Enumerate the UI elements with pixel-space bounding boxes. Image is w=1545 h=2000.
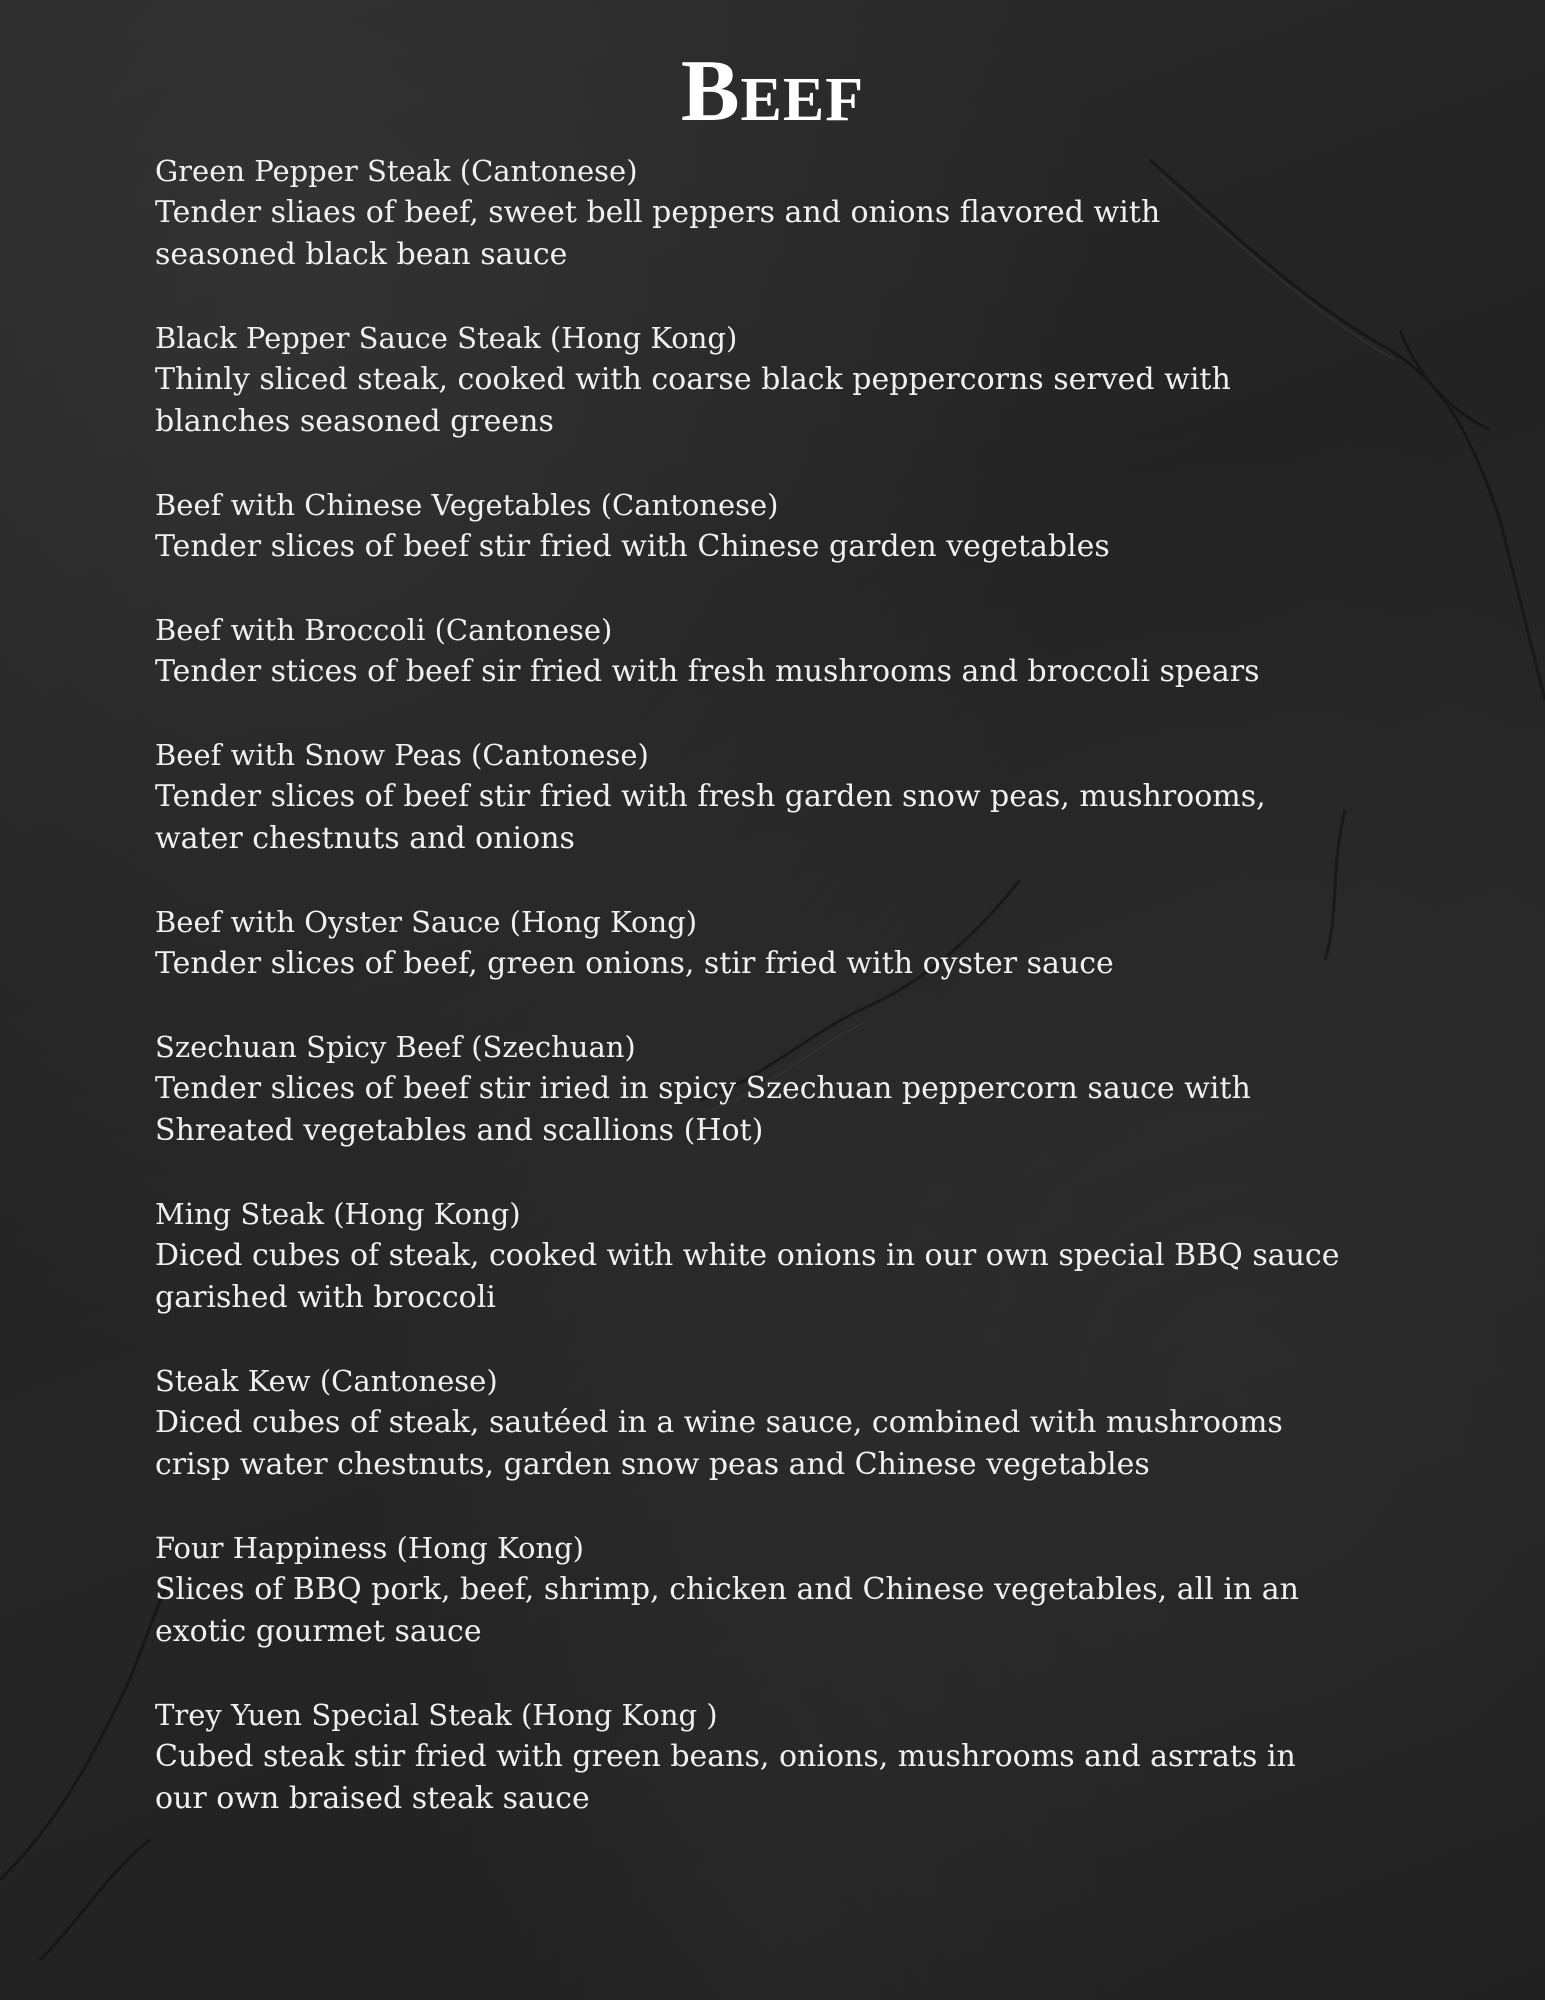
menu-item-name: Green Pepper Steak (Cantonese) <box>155 154 638 188</box>
menu-item-name: Steak Kew (Cantonese) <box>155 1364 498 1398</box>
menu-item-description: Tender slices of beef stir fried with Chinese garden vegetables <box>155 529 1110 564</box>
menu-item-name: Ming Steak (Hong Kong) <box>155 1197 521 1231</box>
menu-item <box>155 1360 1405 1486</box>
menu-item-name: Beef with Chinese Vegetables (Cantonese) <box>155 488 779 522</box>
menu-item-description: Tender slices of beef stir fried with fresh garden snow peas, mushrooms, water chestnuts and onions <box>155 779 1266 856</box>
menu-item-name: Szechuan Spicy Beef (Szechuan) <box>155 1030 636 1064</box>
menu-item-description: Thinly sliced steak, cooked with coarse black peppercorns served with blanches seasoned greens <box>155 362 1231 439</box>
menu-item-description: Tender slices of beef stir iried in spicy Szechuan peppercorn sauce with Shreated vegetables and scallions (Hot) <box>155 1071 1251 1148</box>
menu-item <box>155 1694 1405 1820</box>
menu-item <box>155 1193 1405 1319</box>
menu-item <box>155 1026 1405 1152</box>
menu-item-description: Tender stices of beef sir fried with fresh mushrooms and broccoli spears <box>155 654 1260 689</box>
menu-item <box>155 484 1405 568</box>
menu-item <box>155 1527 1405 1653</box>
menu-item <box>155 150 1405 276</box>
menu-item <box>155 317 1405 443</box>
menu-item-name: Four Happiness (Hong Kong) <box>155 1531 584 1565</box>
menu-item-description: Tender sliaes of beef, sweet bell peppers and onions flavored with seasoned black bean sauce <box>155 195 1161 272</box>
menu-item <box>155 901 1405 985</box>
menu-item-description: Slices of BBQ pork, beef, shrimp, chicken and Chinese vegetables, all in an exotic gourmet sauce <box>155 1572 1299 1649</box>
menu-item-name: Beef with Snow Peas (Cantonese) <box>155 738 649 772</box>
menu-item-name: Beef with Oyster Sauce (Hong Kong) <box>155 905 698 939</box>
menu-item-description: Diced cubes of steak, cooked with white onions in our own special BBQ sauce garished with broccoli <box>155 1238 1340 1315</box>
menu-item-description: Tender slices of beef, green onions, stir fried with oyster sauce <box>155 946 1114 981</box>
menu-item <box>155 609 1405 693</box>
menu-item-name: Black Pepper Sauce Steak (Hong Kong) <box>155 321 738 355</box>
menu-item-description: Cubed steak stir fried with green beans, onions, mushrooms and asrrats in our own braised steak sauce <box>155 1739 1296 1816</box>
menu-item-list <box>155 150 1405 1861</box>
menu-item-name: Beef with Broccoli (Cantonese) <box>155 613 613 647</box>
menu-item-description: Diced cubes of steak, sautéed in a wine sauce, combined with mushrooms crisp water chestnuts, garden snow peas and Chinese vegetables <box>155 1405 1283 1482</box>
menu-item <box>155 734 1405 860</box>
menu-item-name: Trey Yuen Special Steak (Hong Kong ) <box>155 1698 718 1732</box>
menu-section-title: Beef <box>680 43 865 140</box>
